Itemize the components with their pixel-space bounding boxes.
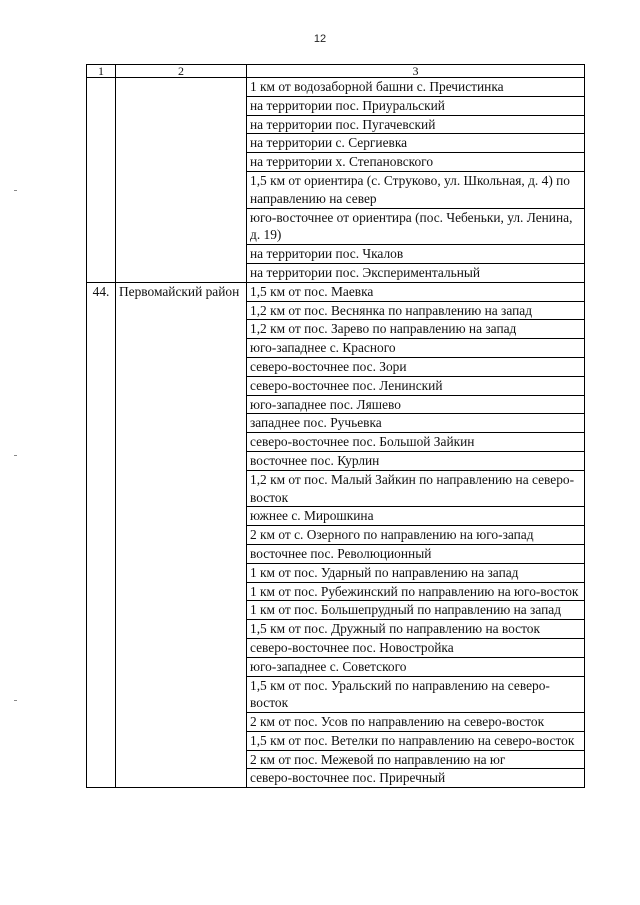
location-cell: на территории с. Сергиевка <box>247 134 585 153</box>
location-cell: 1 км от пос. Ударный по направлению на запад <box>247 563 585 582</box>
location-cell: на территории х. Степановского <box>247 153 585 172</box>
location-cell: на территории пос. Чкалов <box>247 245 585 264</box>
location-cell: юго-западнее с. Красного <box>247 339 585 358</box>
location-cell: северо-восточнее пос. Ленинский <box>247 376 585 395</box>
number-cell <box>87 78 116 283</box>
district-cell <box>116 78 247 283</box>
margin-mark <box>14 190 17 191</box>
location-cell: юго-западнее с. Советского <box>247 657 585 676</box>
location-cell: на территории пос. Приуральский <box>247 96 585 115</box>
location-cell: 1,5 км от пос. Дружный по направлению на восток <box>247 620 585 639</box>
location-cell: западнее пос. Ручьевка <box>247 414 585 433</box>
district-name: Первомайский район <box>116 282 247 788</box>
location-cell: на территории пос. Экспериментальный <box>247 263 585 282</box>
column-header-2: 2 <box>116 65 247 78</box>
page-number: 12 <box>313 33 327 45</box>
location-cell: 1,2 км от пос. Малый Зайкин по направлению на северо-восток <box>247 470 585 507</box>
location-cell: северо-восточнее пос. Приречный <box>247 769 585 788</box>
table-row <box>87 78 585 97</box>
location-cell: 2 км от пос. Усов по направлению на северо-восток <box>247 713 585 732</box>
location-cell: 1,2 км от пос. Зарево по направлению на запад <box>247 320 585 339</box>
margin-mark <box>14 700 17 701</box>
location-cell: восточнее пос. Курлин <box>247 451 585 470</box>
column-header-1: 1 <box>87 65 116 78</box>
location-cell: северо-восточнее пос. Зори <box>247 357 585 376</box>
location-cell: 1 км от пос. Рубежинский по направлению на юго-восток <box>247 582 585 601</box>
location-cell: южнее с. Мирошкина <box>247 507 585 526</box>
location-cell: 1 км от водозаборной башни с. Пречистинка <box>247 78 585 97</box>
location-cell: 1,2 км от пос. Веснянка по направлению на запад <box>247 301 585 320</box>
margin-mark <box>14 455 17 456</box>
column-header-3: 3 <box>247 65 585 78</box>
location-cell: 2 км от с. Озерного по направлению на юго-запад <box>247 526 585 545</box>
location-cell: 2 км от пос. Межевой по направлению на юг <box>247 750 585 769</box>
table-header-row <box>87 65 585 78</box>
location-cell: юго-восточнее от ориентира (пос. Чебеньки, ул. Ленина, д. 19) <box>247 208 585 245</box>
location-cell: 1,5 км от пос. Уральский по направлению на северо-восток <box>247 676 585 713</box>
table-row <box>87 282 585 301</box>
location-cell: 1,5 км от ориентира (с. Струково, ул. Школьная, д. 4) по направлению на север <box>247 171 585 208</box>
location-cell: юго-западнее пос. Ляшево <box>247 395 585 414</box>
location-cell: северо-восточнее пос. Новостройка <box>247 638 585 657</box>
location-cell: восточнее пос. Революционный <box>247 544 585 563</box>
location-cell: 1,5 км от пос. Маевка <box>247 282 585 301</box>
section-number: 44. <box>87 282 116 788</box>
locations-table <box>86 64 585 788</box>
location-cell: 1,5 км от пос. Ветелки по направлению на северо-восток <box>247 731 585 750</box>
location-cell: 1 км от пос. Большепрудный по направлению на запад <box>247 601 585 620</box>
location-cell: на территории пос. Пугачевский <box>247 115 585 134</box>
location-cell: северо-восточнее пос. Большой Зайкин <box>247 433 585 452</box>
